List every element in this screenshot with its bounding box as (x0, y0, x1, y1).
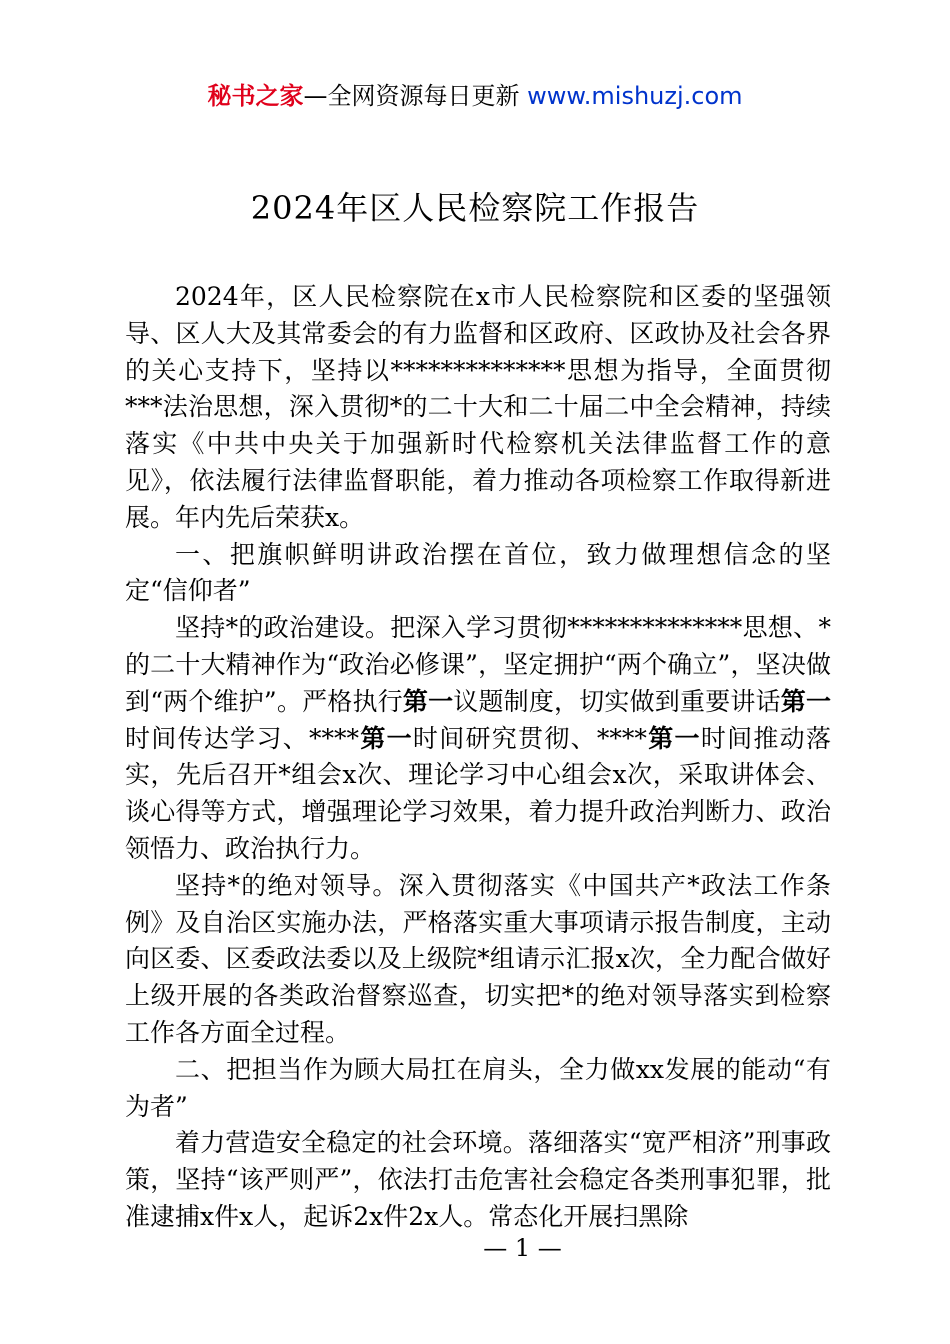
text-run: 时间传达学习、**** (125, 723, 360, 753)
document-title: 2024年区人民检察院工作报告 (250, 189, 700, 227)
text-run: 二、把担当作为顾大局扛在肩头，全力做xx发展的能动“有为者” (125, 1054, 831, 1121)
text-run: 议题制度，切实做到重要讲话 (453, 686, 781, 716)
bold-text-run: 第一 (402, 686, 454, 716)
body-paragraph (125, 1052, 831, 1126)
body-paragraph (125, 610, 831, 868)
bold-text-run: 第一 (780, 686, 831, 716)
body-paragraph (125, 279, 831, 537)
page-number: — 1 — (483, 1234, 562, 1262)
site-url-link[interactable]: www.mishuzj.com (527, 82, 743, 110)
text-run: 坚持*的绝对领导。深入贯彻落实《中国共产*政法工作条例》及自治区实施办法，严格落实重大事项请示报告制度，主动向区委、区委政法委以及上级院*组请示汇报x次，全力配合做好上级开展的各类政治督察巡查，切实把*的绝对领导落实到检察工作各方面全过程。 (125, 870, 831, 1047)
site-header-banner (0, 78, 950, 114)
text-run: 时间推动落实，先后召开*组会x次、理论学习中心组会x次，采取讲体会、谈心得等方式，增强理论学习效果，着力提升政治判断力、政治领悟力、政治执行力。 (125, 723, 831, 863)
site-tagline: —全网资源每日更新 (303, 82, 520, 110)
text-run: 一、把旗帜鲜明讲政治摆在首位，致力做理想信念的坚定“信仰者” (125, 539, 831, 606)
bold-text-run: 第一 (646, 723, 701, 753)
body-paragraph (125, 868, 831, 1052)
body-paragraph (125, 1125, 831, 1235)
text-run: 坚持*的政治建设。把深入学习贯彻**************思想、*的二十大精神作为“政治必修课”，坚定拥护“两个确立”，坚决做到“两个维护”。严格执行 (125, 613, 831, 716)
body-paragraph (125, 537, 831, 611)
bold-text-run: 第一 (359, 723, 413, 753)
text-run: 时间研究贯彻、**** (412, 723, 647, 753)
document-body (125, 279, 831, 1236)
text-run: 2024年，区人民检察院在x市人民检察院和区委的坚强领导、区人大及其常委会的有力监督和区政府、区政协及社会各界的关心支持下，坚持以**************思想为指导，全面贯彻***法治思想，深入贯彻*的二十大和二十届二中全会精神，持续落实《中共中央关于加强新时代检察机关法律监督工作的意见》，依法履行法律监督职能，着力推动各项检察工作取得新进展。年内先后荣获x。 (125, 282, 831, 532)
site-brand-name: 秘书之家 (207, 82, 304, 110)
text-run: 着力营造安全稳定的社会环境。落细落实“宽严相济”刑事政策，坚持“该严则严”，依法打击危害社会稳定各类刑事犯罪，批准逮捕x件x人，起诉2x件2x人。常态化开展扫黑除 (125, 1128, 831, 1231)
